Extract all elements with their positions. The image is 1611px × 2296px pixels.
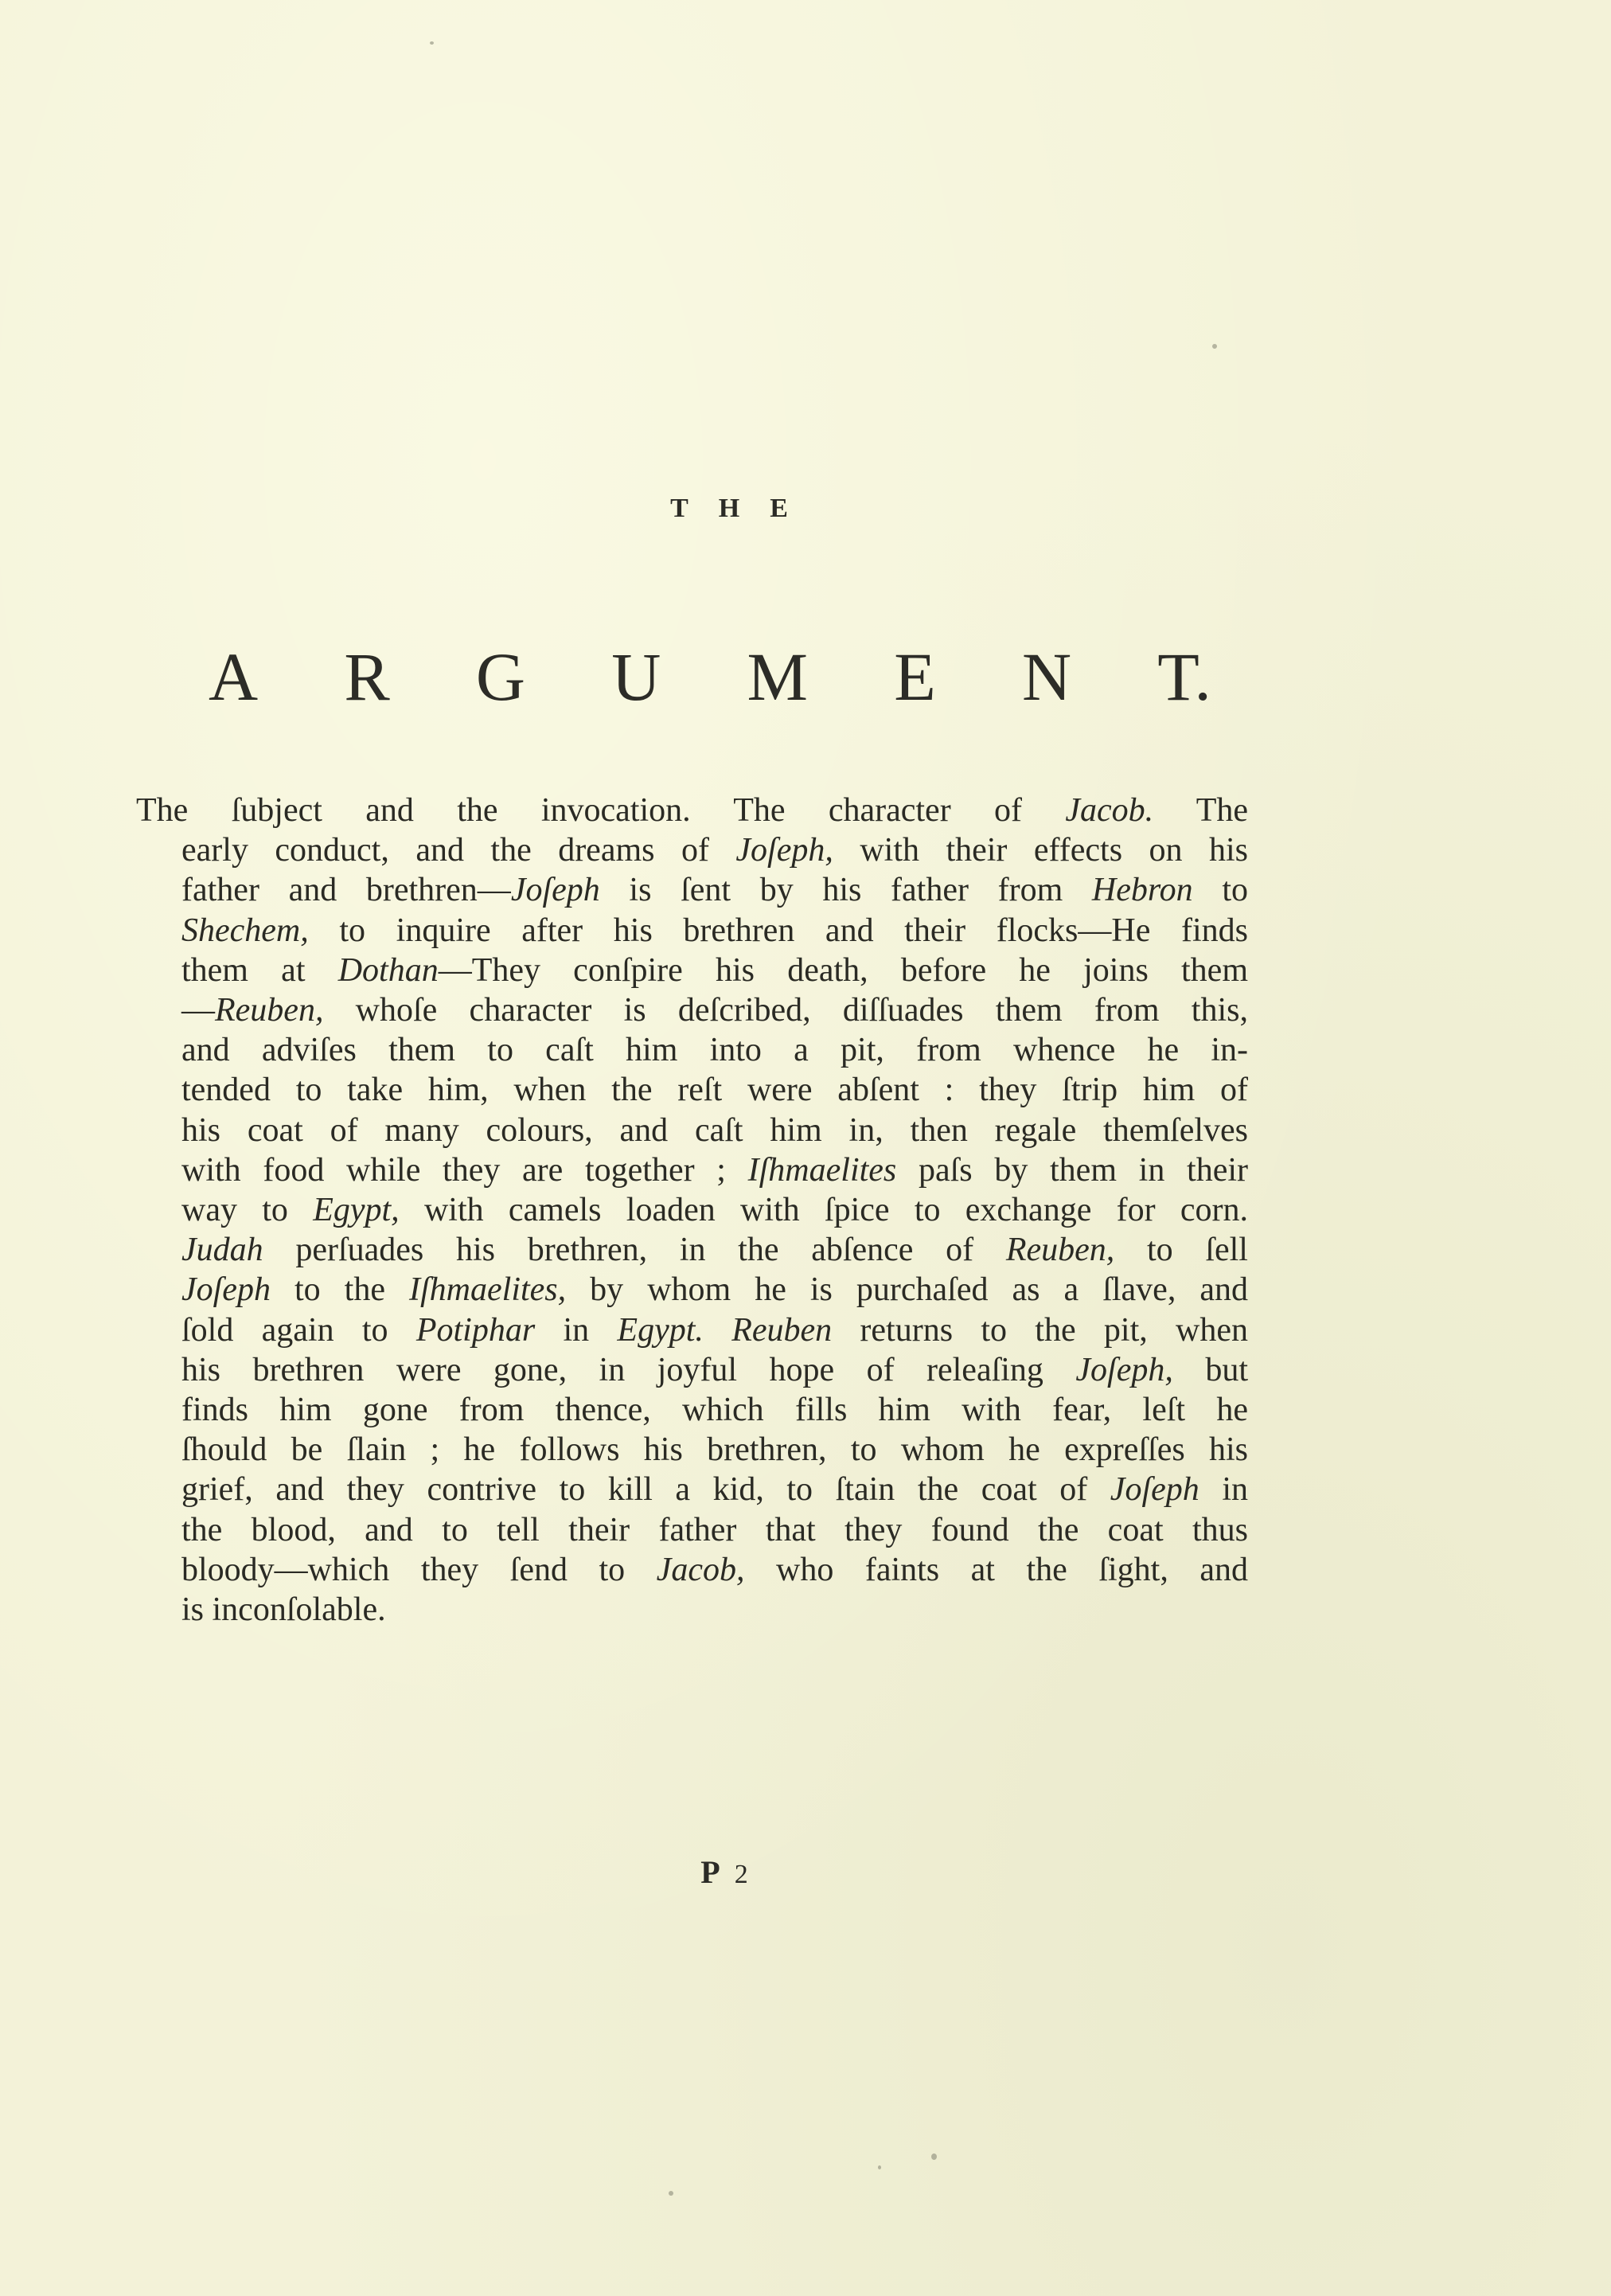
argument-line: [181, 1550, 1248, 1590]
paper-speck: [931, 2153, 937, 2160]
text-run: to ſell: [1114, 1232, 1248, 1269]
argument-line: [181, 951, 1248, 990]
argument-line: [181, 1310, 1248, 1350]
text-run: but: [1172, 1351, 1248, 1388]
text-run: who faints at the ſight, and: [744, 1551, 1248, 1588]
text-run: father and brethren—: [181, 872, 511, 909]
argument-line: [181, 1350, 1248, 1390]
text-run: ſold again to: [181, 1311, 416, 1349]
italic-name: Joſeph: [181, 1271, 271, 1309]
italic-name: Egypt.: [617, 1311, 704, 1349]
italic-name: Shechem,: [181, 912, 309, 949]
text-run: —: [181, 992, 215, 1029]
heading-letter: N: [1021, 638, 1072, 715]
text-run: to inquire after his brethren and their flocks—He finds: [308, 912, 1248, 949]
text-run: —They conſpire his death, before he joins them: [438, 951, 1248, 989]
heading-letter: M: [747, 638, 808, 715]
text-run: is inconſolable.: [181, 1591, 386, 1629]
italic-name: Reuben,: [1005, 1232, 1115, 1269]
italic-name: Judah: [181, 1232, 263, 1269]
argument-line: [181, 1470, 1248, 1509]
heading-letter: U: [611, 638, 661, 715]
paper-speck: [1212, 344, 1217, 349]
heading-the: THE: [670, 494, 818, 523]
text-run: way to: [181, 1192, 314, 1229]
text-run: in: [535, 1311, 618, 1349]
heading-letter: R: [344, 638, 390, 715]
text-run: them at: [181, 951, 338, 989]
text-run: whoſe character is deſcribed, diſſuades them from this,: [323, 992, 1248, 1029]
signature-number: 2: [734, 1860, 748, 1889]
text-run: tended to take him, when the reſt were abſent : they ſtrip him of: [181, 1072, 1248, 1109]
text-run: perſuades his brethren, in the abſence of: [263, 1232, 1006, 1269]
italic-name: Hebron: [1091, 872, 1193, 909]
italic-name: Joſeph,: [735, 832, 833, 869]
text-run: his coat of many colours, and caſt him in, then regale themſelves: [181, 1111, 1248, 1149]
argument-line: [181, 1230, 1248, 1270]
argument-line: [181, 990, 1248, 1030]
argument-line: [181, 1510, 1248, 1550]
italic-name: Potiphar: [415, 1311, 536, 1349]
italic-name: Iſhmaelites: [747, 1151, 897, 1189]
text-run: his brethren were gone, in joyful hope of releaſing: [181, 1351, 1076, 1388]
text-run: bloody—which they ſend to: [181, 1551, 657, 1588]
argument-line: [136, 791, 1248, 830]
argument-line: [181, 1390, 1248, 1430]
argument-line: [181, 1150, 1248, 1190]
italic-name: Joſeph,: [1075, 1351, 1173, 1388]
text-run: paſs by them in their: [896, 1151, 1248, 1189]
paper-speck: [878, 2165, 881, 2169]
italic-name: Dothan: [337, 951, 439, 989]
text-run: with food while they are together ;: [181, 1151, 748, 1189]
page-signature: [0, 1853, 1449, 1891]
text-run: with their effects on his: [833, 832, 1248, 869]
italic-name: Jacob,: [656, 1551, 745, 1588]
heading-letter: E: [894, 638, 936, 715]
italic-name: Egypt,: [313, 1192, 400, 1229]
argument-paragraph: [136, 791, 1249, 1630]
argument-line: [181, 1030, 1248, 1070]
text-run: returns to the pit, when: [832, 1311, 1249, 1349]
text-run: ſhould be ſlain ; he follows his brethren, to whom he expreſſes his: [181, 1431, 1248, 1469]
argument-line: [181, 911, 1248, 951]
text-run: The: [1153, 792, 1248, 829]
argument-line: [181, 1430, 1248, 1470]
text-run: is ſent by his father from: [599, 872, 1092, 909]
argument-line: [181, 830, 1248, 870]
argument-line: [181, 870, 1248, 910]
argument-line: [181, 1270, 1248, 1310]
text-run: the blood, and to tell their father that they found the coat thus: [181, 1511, 1248, 1548]
text-run: finds him gone from thence, which fills him with fear, leſt he: [181, 1392, 1248, 1429]
text-run: to: [1192, 872, 1249, 909]
heading-letter: A: [209, 638, 259, 715]
italic-name: Joſeph: [510, 872, 600, 909]
text-run: grief, and they contrive to kill a kid, to ſtain the coat of: [181, 1471, 1110, 1509]
paper-speck: [669, 2191, 673, 2196]
text-run: The ſubject and the invocation. The character of: [136, 792, 1066, 829]
text-run: with camels loaden with ſpice to exchange for corn.: [399, 1192, 1248, 1229]
italic-name: Jacob.: [1065, 792, 1154, 829]
heading-letter: G: [475, 638, 525, 715]
paper-speck: [430, 41, 434, 45]
heading-argument: [209, 637, 1211, 717]
italic-name: Reuben,: [215, 992, 324, 1029]
heading-letter: T.: [1157, 638, 1211, 715]
text-run: and adviſes them to caſt him into a pit, from whence he in-: [181, 1032, 1248, 1069]
text-run: early conduct, and the dreams of: [181, 832, 736, 869]
text-run: by whom he is purchaſed as a ſlave, and: [566, 1271, 1248, 1309]
italic-name: Iſhmaelites,: [409, 1271, 567, 1309]
italic-name: Reuben: [731, 1311, 833, 1349]
text-run: to the: [270, 1271, 410, 1309]
argument-line: [181, 1111, 1248, 1150]
text-run: in: [1199, 1471, 1248, 1509]
text-run: [704, 1312, 731, 1349]
italic-name: Joſeph: [1110, 1471, 1199, 1509]
signature-mark: P: [700, 1854, 720, 1890]
argument-line: [181, 1070, 1248, 1110]
argument-line: [181, 1590, 1248, 1630]
argument-line: [181, 1190, 1248, 1230]
